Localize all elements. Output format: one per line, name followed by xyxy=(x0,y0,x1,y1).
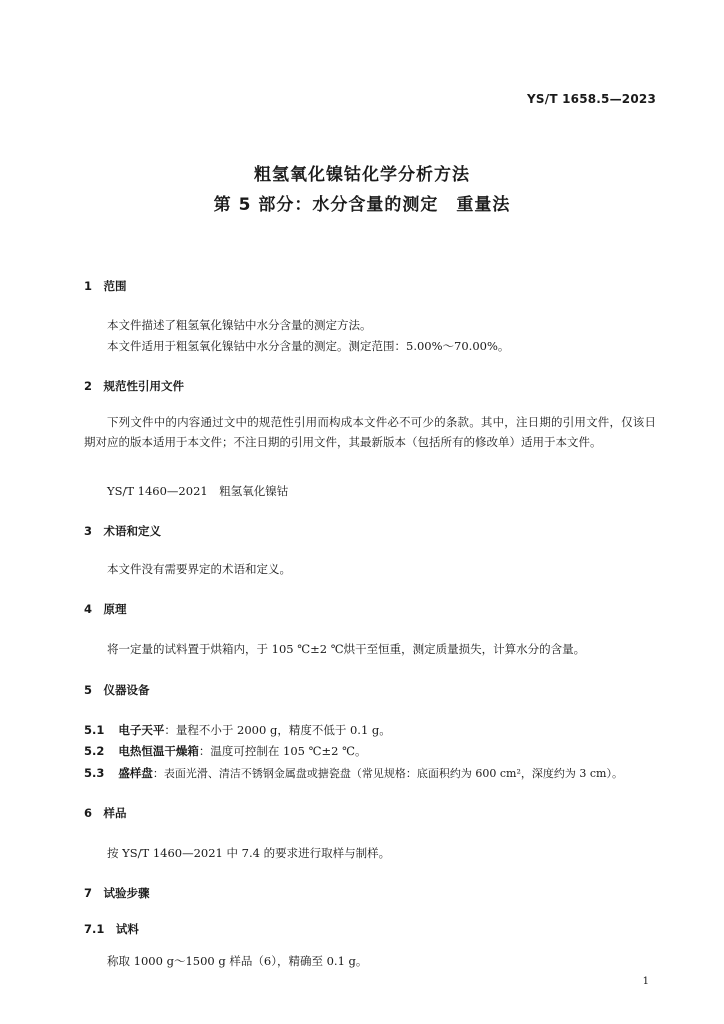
item-text: ：表面光滑、清洁不锈钢金属盘或搪瓷盘（常见规格：底面积约为 600 cm²，深度约为 3 cm）。 xyxy=(152,767,623,780)
section-7-1-paragraph-1: 称取 1000 g～1500 g 样品（6），精确至 0.1 g。 xyxy=(107,954,368,968)
list-item-5-1 xyxy=(84,722,391,738)
document-number: YS/T 1658.5—2023 xyxy=(527,92,656,106)
document-title-line2: 第 5 部分：水分含量的测定 重量法 xyxy=(213,195,511,215)
item-number: 5.2 xyxy=(84,744,105,758)
section-1-paragraph-2: 本文件适用于粗氢氧化镍钴中水分含量的测定。测定范围：5.00%～70.00%。 xyxy=(107,339,510,353)
section-2-reference: YS/T 1460—2021 粗氢氧化镍钴 xyxy=(107,484,289,498)
section-2-paragraph-1: 下列文件中的内容通过文中的规范性引用而构成本文件必不可少的条款。其中，注日期的引用文件，仅该日期对应的版本适用于本文件；不注日期的引用文件，其最新版本（包括所有的修改单）适用于本文件。 xyxy=(84,415,656,449)
section-2-heading: 2 规范性引用文件 xyxy=(84,379,185,393)
list-item-5-2 xyxy=(84,743,366,759)
section-6-paragraph-1: 按 YS/T 1460—2021 中 7.4 的要求进行取样与制样。 xyxy=(107,846,391,860)
item-number: 5.3 xyxy=(84,766,105,780)
page-number: 1 xyxy=(642,976,649,987)
document-title-line1: 粗氢氧化镍钴化学分析方法 xyxy=(254,165,470,185)
item-text: ：量程不小于 2000 g，精度不低于 0.1 g。 xyxy=(164,723,391,737)
section-1-paragraph-1: 本文件描述了粗氢氧化镍钴中水分含量的测定方法。 xyxy=(107,318,372,332)
section-7-heading: 7 试验步骤 xyxy=(84,886,150,900)
item-label: 电热恒温干燥箱 xyxy=(118,744,199,758)
list-item-5-3 xyxy=(84,765,623,781)
item-text: ：温度可控制在 105 ℃±2 ℃。 xyxy=(198,744,367,758)
section-4-paragraph-1: 将一定量的试料置于烘箱内，于 105 ℃±2 ℃烘干至恒重，测定质量损失，计算水分的含量。 xyxy=(107,642,586,656)
item-label: 电子天平 xyxy=(118,723,165,737)
item-number: 5.1 xyxy=(84,723,105,737)
section-4-heading: 4 原理 xyxy=(84,602,127,616)
item-label: 盛样盘 xyxy=(118,766,153,780)
section-7-1-heading: 7.1 试料 xyxy=(84,922,139,936)
section-1-heading: 1 范围 xyxy=(84,279,127,293)
section-3-heading: 3 术语和定义 xyxy=(84,524,162,538)
section-3-paragraph-1: 本文件没有需要界定的术语和定义。 xyxy=(107,562,291,576)
section-6-heading: 6 样品 xyxy=(84,806,127,820)
section-5-heading: 5 仪器设备 xyxy=(84,683,150,697)
